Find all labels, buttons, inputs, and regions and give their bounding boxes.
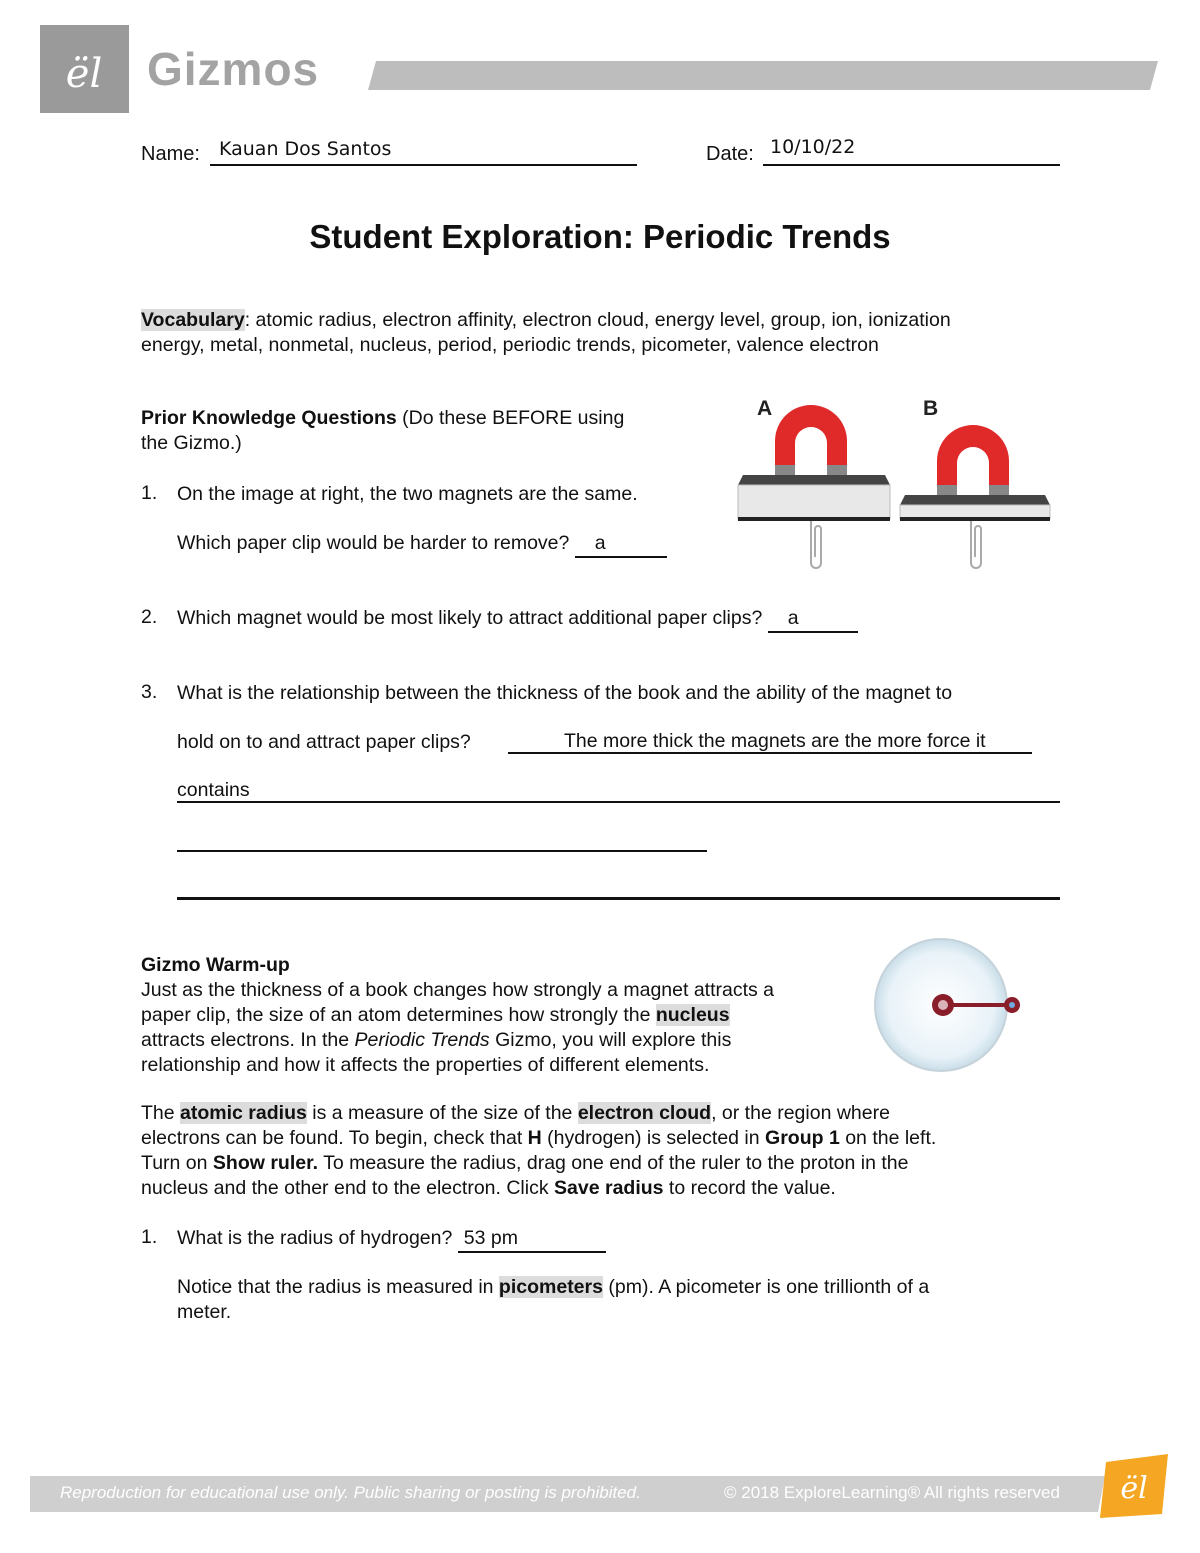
prior-q2-answer-field[interactable] <box>768 606 858 633</box>
warmup-p1-line-3a: attracts electrons. In the <box>141 1029 355 1051</box>
warmup-note-text: (pm). A picometer is one trillionth of a <box>602 1276 930 1298</box>
prior-q1-answer-field[interactable] <box>575 531 667 558</box>
warmup-p2-text: nucleus and the other end to the electron. Click <box>141 1177 555 1199</box>
warmup-intro <box>141 953 861 1078</box>
prior-q3-text: What is the relationship between the thickness of the book and the ability of the magnet to <box>177 682 953 704</box>
warmup-p2-text: To measure the radius, drag one end of the ruler to the proton in the <box>318 1152 909 1174</box>
date-value: 10/10/22 <box>770 136 856 158</box>
warmup-q1-answer: 53 pm <box>463 1227 518 1249</box>
warmup-heading: Gizmo Warm-up <box>141 954 290 976</box>
prior-q3-text-2: hold on to and attract paper clips? <box>177 731 471 753</box>
warmup-p1-line-1: Just as the thickness of a book changes how strongly a magnet attracts a <box>141 979 775 1001</box>
warmup-note-text: Notice that the radius is measured in <box>177 1276 499 1298</box>
prior-q3-answer-2: contains <box>177 779 250 801</box>
name-field[interactable] <box>210 140 637 166</box>
warmup-q1-answer-field[interactable] <box>458 1226 606 1253</box>
logo-glyph: ël <box>65 51 103 97</box>
warmup-q1 <box>177 1226 606 1253</box>
prior-heading-note-2: the Gizmo.) <box>141 432 242 454</box>
warmup-note-text-2: meter. <box>177 1301 232 1323</box>
warmup-p2-text: is a measure of the size of the <box>306 1102 578 1124</box>
warmup-p1-line-3b: Gizmo, you will explore this <box>489 1029 732 1051</box>
figure-label-b: B <box>923 397 939 420</box>
term-picometers: picometers <box>498 1276 603 1298</box>
warmup-note <box>177 1275 1037 1325</box>
warmup-p2-text: on the left. <box>839 1127 937 1149</box>
warmup-p1-line-4: relationship and how it affects the properties of different elements. <box>141 1054 710 1076</box>
element-h: H <box>527 1127 542 1149</box>
name-value: Kauan Dos Santos <box>219 138 392 160</box>
warmup-p2-text: , or the region where <box>711 1102 890 1124</box>
show-ruler-label: Show ruler. <box>212 1152 319 1174</box>
term-electron-cloud: electron cloud <box>577 1102 712 1124</box>
vocabulary <box>141 308 1061 358</box>
prior-q2 <box>177 606 858 633</box>
magnets-figure <box>735 393 1055 573</box>
warmup-p1-line-2: paper clip, the size of an atom determines how strongly the <box>141 1004 656 1026</box>
prior-knowledge-heading <box>141 406 701 456</box>
prior-q2-text: Which magnet would be most likely to attract additional paper clips? <box>177 607 763 629</box>
prior-q3-answer-line-3[interactable] <box>177 828 707 852</box>
footer-disclaimer: Reproduction for educational use only. Public sharing or posting is prohibited. <box>60 1483 641 1502</box>
warmup-q1-text: What is the radius of hydrogen? <box>177 1227 453 1249</box>
prior-heading-note: (Do these BEFORE using <box>396 407 625 429</box>
prior-q1-text: On the image at right, the two magnets are the same. <box>177 483 638 505</box>
explorelearning-logo <box>40 25 129 113</box>
prior-q3-answer-line-4[interactable] <box>177 897 1060 900</box>
footer-copyright: © 2018 ExploreLearning® All rights reserved <box>724 1483 1060 1502</box>
prior-heading: Prior Knowledge Questions <box>141 407 397 429</box>
prior-q2-answer: a <box>787 607 799 629</box>
vocabulary-text: : atomic radius, electron affinity, electron cloud, energy level, group, ion, ionization <box>244 309 951 331</box>
prior-q1-sub-text: Which paper clip would be harder to remove? <box>177 532 570 554</box>
save-radius-label: Save radius <box>554 1177 664 1199</box>
name-label: Name: <box>141 143 200 165</box>
warmup-p2-text: The <box>141 1102 181 1124</box>
explorelearning-corner-logo <box>1098 1452 1170 1520</box>
prior-q3-answer: The more thick the magnets are the more force it <box>564 730 986 752</box>
gizmo-name: Periodic Trends <box>354 1029 490 1051</box>
vocabulary-label: Vocabulary <box>141 309 245 331</box>
warmup-p2-text: (hydrogen) is selected in <box>541 1127 766 1149</box>
group-1-label: Group 1 <box>765 1127 840 1149</box>
page-title: Student Exploration: Periodic Trends <box>309 218 891 255</box>
term-nucleus: nucleus <box>655 1004 730 1026</box>
warmup-q1-number: 1. <box>141 1226 158 1248</box>
term-atomic-radius: atomic radius <box>180 1102 307 1124</box>
brand-name: Gizmos <box>147 43 320 95</box>
magnet-a <box>738 405 890 568</box>
header-bar <box>368 61 1158 90</box>
warmup-p2-text: to record the value. <box>663 1177 836 1199</box>
date-field[interactable] <box>763 136 1060 166</box>
prior-q1-number: 1. <box>141 482 158 504</box>
svg-text:ël: ël <box>1120 1471 1148 1506</box>
figure-label-a: A <box>757 397 773 420</box>
warmup-p2-text: electrons can be found. To begin, check that <box>141 1127 528 1149</box>
prior-q3-answer-line-2[interactable] <box>177 779 1060 803</box>
warmup-p2-text: Turn on <box>141 1152 213 1174</box>
date-label: Date: <box>706 143 754 165</box>
vocabulary-text-2: energy, metal, nonmetal, nucleus, period, periodic trends, picometer, valence electron <box>141 334 879 356</box>
prior-q3-number: 3. <box>141 681 158 703</box>
magnet-b <box>900 425 1050 568</box>
prior-q1-answer: a <box>594 532 606 554</box>
prior-q3-answer-field[interactable] <box>508 730 1032 754</box>
warmup-p2 <box>141 1101 1061 1201</box>
prior-q2-number: 2. <box>141 606 158 628</box>
atom-figure <box>873 936 1023 1076</box>
prior-q1-sub <box>177 531 667 558</box>
